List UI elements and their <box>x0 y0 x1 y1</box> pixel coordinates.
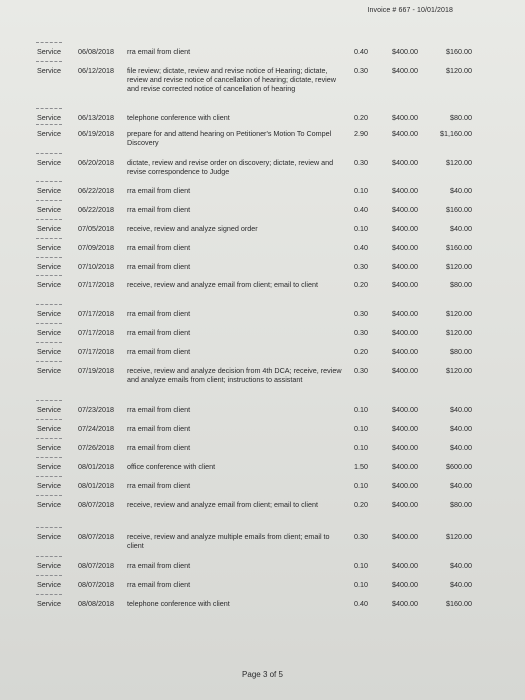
row-divider <box>36 457 62 458</box>
row-divider <box>36 108 62 109</box>
entry-rate: $400.00 <box>392 366 418 375</box>
entry-amount: $120.00 <box>446 158 472 167</box>
row-divider <box>36 124 62 125</box>
entry-amount: $160.00 <box>446 47 472 56</box>
entry-amount: $40.00 <box>450 224 472 233</box>
entry-rate: $400.00 <box>392 599 418 608</box>
entry-type: Service <box>37 186 61 195</box>
entry-amount: $600.00 <box>446 462 472 471</box>
entry-rate: $400.00 <box>392 205 418 214</box>
entry-date: 07/17/2018 <box>78 328 114 337</box>
entry-date: 06/13/2018 <box>78 113 114 122</box>
entry-description: prepare for and attend hearing on Petitioner's Motion To Compel Discovery <box>127 129 332 147</box>
entry-description: rra email from client <box>127 243 191 252</box>
row-divider <box>36 556 62 557</box>
entry-description: office conference with client <box>127 462 216 471</box>
entry-date: 07/19/2018 <box>78 366 114 375</box>
entry-type: Service <box>37 280 61 289</box>
entry-type: Service <box>37 599 61 608</box>
entry-rate: $400.00 <box>392 481 418 490</box>
entry-amount: $40.00 <box>450 580 472 589</box>
page-number: Page 3 of 5 <box>242 670 283 679</box>
entry-date: 07/23/2018 <box>78 405 114 414</box>
row-divider <box>36 323 62 324</box>
entry-rate: $400.00 <box>392 280 418 289</box>
entry-type: Service <box>37 347 61 356</box>
entry-amount: $80.00 <box>450 113 472 122</box>
entry-date: 08/07/2018 <box>78 532 114 541</box>
entry-amount: $40.00 <box>450 481 472 490</box>
entry-description: receive, review and analyze email from client; email to client <box>127 280 318 289</box>
entry-amount: $40.00 <box>450 405 472 414</box>
entry-type: Service <box>37 580 61 589</box>
entry-hours: 0.40 <box>354 599 368 608</box>
entry-type: Service <box>37 113 61 122</box>
entry-hours: 2.90 <box>354 129 368 138</box>
entry-date: 08/07/2018 <box>78 561 114 570</box>
entry-rate: $400.00 <box>392 532 418 541</box>
entry-date: 06/22/2018 <box>78 205 114 214</box>
entry-date: 08/08/2018 <box>78 599 114 608</box>
entry-rate: $400.00 <box>392 328 418 337</box>
entry-description: rra email from client <box>127 309 191 318</box>
entry-date: 07/17/2018 <box>78 347 114 356</box>
entry-amount: $40.00 <box>450 424 472 433</box>
entry-rate: $400.00 <box>392 113 418 122</box>
entry-type: Service <box>37 66 61 75</box>
row-divider <box>36 594 62 595</box>
entry-hours: 0.10 <box>354 224 368 233</box>
entry-date: 07/10/2018 <box>78 262 114 271</box>
entry-description: rra email from client <box>127 47 191 56</box>
entry-hours: 0.10 <box>354 186 368 195</box>
entry-hours: 0.20 <box>354 500 368 509</box>
entry-date: 07/17/2018 <box>78 309 114 318</box>
entry-rate: $400.00 <box>392 500 418 509</box>
entry-description: telephone conference with client <box>127 113 230 122</box>
entry-description: dictate, review and revise order on discovery; dictate, review and revise correspondence to Judge <box>127 158 334 176</box>
entry-amount: $40.00 <box>450 443 472 452</box>
row-divider <box>36 304 62 305</box>
entry-type: Service <box>37 424 61 433</box>
entry-hours: 0.10 <box>354 443 368 452</box>
entry-amount: $120.00 <box>446 328 472 337</box>
entry-type: Service <box>37 366 61 375</box>
row-divider <box>36 181 62 182</box>
entry-hours: 0.10 <box>354 481 368 490</box>
row-divider <box>36 257 62 258</box>
entry-hours: 1.50 <box>354 462 368 471</box>
entry-date: 06/19/2018 <box>78 129 114 138</box>
entry-rate: $400.00 <box>392 66 418 75</box>
row-divider <box>36 361 62 362</box>
entry-type: Service <box>37 309 61 318</box>
entry-amount: $120.00 <box>446 309 472 318</box>
entry-description: rra email from client <box>127 347 191 356</box>
entry-rate: $400.00 <box>392 580 418 589</box>
entry-amount: $120.00 <box>446 66 472 75</box>
entry-amount: $40.00 <box>450 186 472 195</box>
entry-amount: $120.00 <box>446 262 472 271</box>
entry-hours: 0.40 <box>354 47 368 56</box>
entry-type: Service <box>37 224 61 233</box>
entry-description: rra email from client <box>127 424 191 433</box>
entry-description: rra email from client <box>127 580 191 589</box>
entry-rate: $400.00 <box>392 443 418 452</box>
entry-amount: $160.00 <box>446 599 472 608</box>
entry-description: rra email from client <box>127 561 191 570</box>
entry-hours: 0.20 <box>354 280 368 289</box>
entry-type: Service <box>37 561 61 570</box>
entry-description: receive, review and analyze signed order <box>127 224 258 233</box>
row-divider <box>36 42 62 43</box>
entry-rate: $400.00 <box>392 561 418 570</box>
row-divider <box>36 238 62 239</box>
entry-date: 08/01/2018 <box>78 481 114 490</box>
entry-type: Service <box>37 47 61 56</box>
entry-hours: 0.10 <box>354 424 368 433</box>
entry-description: file review; dictate, review and revise notice of Hearing; dictate, review and revise notice of cancellation of hearing; dictate, review and revise corrected notice of cancellation of hearing <box>127 66 336 93</box>
entry-description: rra email from client <box>127 205 191 214</box>
row-divider <box>36 275 62 276</box>
entry-type: Service <box>37 443 61 452</box>
entry-hours: 0.40 <box>354 205 368 214</box>
entry-rate: $400.00 <box>392 424 418 433</box>
entry-type: Service <box>37 532 61 541</box>
entry-description: rra email from client <box>127 186 191 195</box>
entry-hours: 0.20 <box>354 113 368 122</box>
entry-type: Service <box>37 262 61 271</box>
entry-hours: 0.10 <box>354 405 368 414</box>
entry-hours: 0.30 <box>354 366 368 375</box>
entry-date: 08/07/2018 <box>78 500 114 509</box>
entry-description: receive, review and analyze email from client; email to client <box>127 500 318 509</box>
entry-date: 08/07/2018 <box>78 580 114 589</box>
entry-hours: 0.20 <box>354 347 368 356</box>
entry-amount: $120.00 <box>446 532 472 541</box>
entry-hours: 0.30 <box>354 532 368 541</box>
entry-date: 07/05/2018 <box>78 224 114 233</box>
entry-rate: $400.00 <box>392 224 418 233</box>
row-divider <box>36 495 62 496</box>
entry-date: 06/20/2018 <box>78 158 114 167</box>
entry-date: 06/12/2018 <box>78 66 114 75</box>
row-divider <box>36 419 62 420</box>
entry-hours: 0.30 <box>354 262 368 271</box>
entry-date: 07/09/2018 <box>78 243 114 252</box>
row-divider <box>36 342 62 343</box>
entry-type: Service <box>37 500 61 509</box>
entry-date: 07/17/2018 <box>78 280 114 289</box>
entry-type: Service <box>37 129 61 138</box>
entry-date: 06/08/2018 <box>78 47 114 56</box>
entry-hours: 0.30 <box>354 158 368 167</box>
entry-type: Service <box>37 328 61 337</box>
entry-date: 07/24/2018 <box>78 424 114 433</box>
entry-rate: $400.00 <box>392 186 418 195</box>
row-divider <box>36 476 62 477</box>
entry-hours: 0.30 <box>354 328 368 337</box>
entry-hours: 0.40 <box>354 243 368 252</box>
entry-rate: $400.00 <box>392 347 418 356</box>
entry-description: rra email from client <box>127 443 191 452</box>
row-divider <box>36 400 62 401</box>
entry-description: telephone conference with client <box>127 599 230 608</box>
entry-amount: $80.00 <box>450 500 472 509</box>
row-divider <box>36 527 62 528</box>
entry-amount: $40.00 <box>450 561 472 570</box>
entry-type: Service <box>37 462 61 471</box>
row-divider <box>36 438 62 439</box>
entry-description: rra email from client <box>127 405 191 414</box>
entry-amount: $160.00 <box>446 205 472 214</box>
entry-description: rra email from client <box>127 481 191 490</box>
entry-rate: $400.00 <box>392 47 418 56</box>
entry-description: rra email from client <box>127 262 191 271</box>
entry-hours: 0.30 <box>354 309 368 318</box>
entry-hours: 0.30 <box>354 66 368 75</box>
entry-rate: $400.00 <box>392 158 418 167</box>
entry-rate: $400.00 <box>392 462 418 471</box>
row-divider <box>36 200 62 201</box>
entry-rate: $400.00 <box>392 262 418 271</box>
entry-rate: $400.00 <box>392 405 418 414</box>
entry-type: Service <box>37 481 61 490</box>
row-divider <box>36 61 62 62</box>
row-divider <box>36 153 62 154</box>
row-divider <box>36 219 62 220</box>
entry-amount: $80.00 <box>450 280 472 289</box>
entry-type: Service <box>37 243 61 252</box>
row-divider <box>36 575 62 576</box>
entry-hours: 0.10 <box>354 561 368 570</box>
entry-date: 06/22/2018 <box>78 186 114 195</box>
entry-amount: $1,160.00 <box>440 129 472 138</box>
entry-description: rra email from client <box>127 328 191 337</box>
entry-rate: $400.00 <box>392 129 418 138</box>
entry-hours: 0.10 <box>354 580 368 589</box>
entry-description: receive, review and analyze multiple emails from client; email to client <box>127 532 330 550</box>
entry-rate: $400.00 <box>392 309 418 318</box>
entry-type: Service <box>37 158 61 167</box>
invoice-header: Invoice # 667 - 10/01/2018 <box>367 7 453 14</box>
entry-amount: $120.00 <box>446 366 472 375</box>
entry-amount: $160.00 <box>446 243 472 252</box>
entry-type: Service <box>37 205 61 214</box>
entry-description: receive, review and analyze decision from 4th DCA; receive, review and analyze emails from client; instructions to assistant <box>127 366 342 384</box>
entry-date: 07/26/2018 <box>78 443 114 452</box>
entry-date: 08/01/2018 <box>78 462 114 471</box>
entry-rate: $400.00 <box>392 243 418 252</box>
entry-amount: $80.00 <box>450 347 472 356</box>
entry-type: Service <box>37 405 61 414</box>
